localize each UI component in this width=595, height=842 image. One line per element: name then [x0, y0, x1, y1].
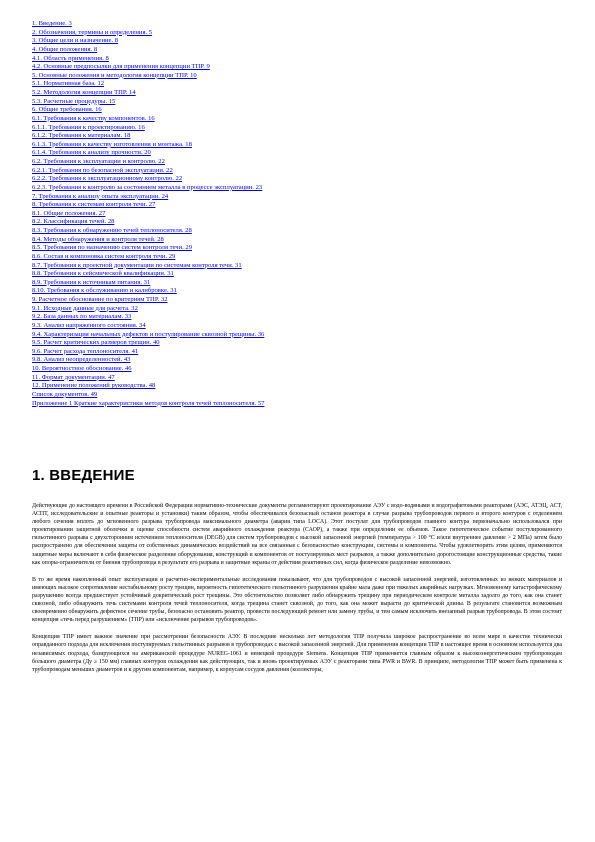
- toc-link[interactable]: 11. Формат документации. 47: [32, 373, 115, 381]
- toc-link[interactable]: 8.2. Классификация течей. 28: [32, 218, 115, 226]
- toc-link[interactable]: 5. Основные положения и методология концепции ТПР. 10: [32, 71, 197, 79]
- toc-link[interactable]: 9.1. Исходные данные для расчета. 32: [32, 304, 138, 312]
- toc-link[interactable]: 9.6. Расчет расхода теплоносителя. 41: [32, 347, 139, 355]
- toc-link[interactable]: 4.2. Основные предпосылки для применения концепции ТПР. 9: [32, 63, 210, 71]
- toc-link[interactable]: 4.1. Область применения. 8: [32, 54, 109, 62]
- toc-link[interactable]: 6.2.2. Требования к эксплуатационному контролю. 22: [32, 175, 183, 183]
- toc-link[interactable]: Список документов. 49: [32, 390, 98, 398]
- toc-link[interactable]: 8.6. Состав и компоновка систем контроля течи. 29: [32, 252, 176, 260]
- toc-link[interactable]: 2. Обозначения, термины и определения. 5: [32, 28, 153, 36]
- toc-link[interactable]: 10. Вероятностное обоснование. 46: [32, 365, 132, 372]
- toc-link[interactable]: 8.10. Требования к обслуживанию и калибровке. 31: [32, 287, 177, 295]
- toc-link[interactable]: 4. Общие положения. 8: [32, 45, 98, 53]
- toc-link[interactable]: 5.3. Расчетные процедуры. 15: [32, 97, 116, 105]
- toc-link[interactable]: 6.2.1. Требования по безопасной эксплуатации. 22: [32, 166, 173, 174]
- toc-link[interactable]: 6. Общие требования. 16: [32, 106, 102, 114]
- toc-link[interactable]: 5.2. Методология концепции ТПР. 14: [32, 89, 136, 96]
- toc-link[interactable]: 6.2. Требования к эксплуатации и контролю. 22: [32, 158, 165, 165]
- toc-link[interactable]: 9.2. База данных по материалам. 33: [32, 313, 132, 321]
- toc-link[interactable]: Приложение 1 Краткие характеристики методов контроля течей теплоносителя. 57: [32, 399, 265, 407]
- table-of-contents: [32, 20, 572, 408]
- toc-link[interactable]: 8.8. Требования к сейсмической квалификации. 31: [32, 270, 174, 278]
- toc-link[interactable]: 8.4. Методы обнаружения и контроля течей. 28: [32, 235, 164, 243]
- toc-link[interactable]: 6.1.1. Требования к проектированию. 16: [32, 123, 145, 131]
- toc-link[interactable]: 9.4. Характеризация начальных дефектов и постулирование сквозной трещины. 36: [32, 330, 265, 338]
- paragraph: Действующие до настоящего времени в Российской Федерации нормативно-технические документы регламентируют проектирование АЭУ с водо-водяными и водографитовыми реакторами (АЭС, АТЭЦ, АСТ, АСПТ, исследовательские и опытные реакторы и установки) таким образом, чтобы обеспечивался безопасный останов реактора в случае разрыва трубопроводов первого и второго контуров с отделением любого сечения вплоть до мгновенного разрыва трубопровода максимального диаметра (авария типа LOCA). Этот постулат для трубопроводов главного контура первоначально использовался при проектировании защитной оболочки и оценке способности систем аварийного охлаждения реактора (САОР), а также при определении ее объемов. Такое гипотетическое событие постулированного гильотинного разрыва с двухсторонним истечением теплоносителя (DEGB) для систем трубопроводов с высокой запасенной энергией (температура > 100 °С и/или внутреннее давление > 2 МПа) затем было распространено для обеспечения защиты от собственных динамических воздействий на все связанные с безопасностью конструкции, системы и компоненты. Чтобы удовлетворить этим целям, применяются защитные меры включают в себя физическое разделение оборудования, конструкций и компонентов от постулируемых мест разрывов, а также дополнительно дорогостоящие конструкционные средства, такие как опоры-ограничители от биения трубопровода в результате его разрыва и защитные экраны от действия реактивных сил, когда физическое разделение невозможно.: [32, 503, 562, 566]
- toc-link[interactable]: 8.7. Требования к проектной документации по системам контроля течи. 31: [32, 261, 242, 269]
- toc-link[interactable]: 6.2.3. Требования к контролю за состоянием металла в процессе эксплуатации. 23: [32, 183, 263, 191]
- toc-link[interactable]: 9.3. Анализ напряженного состояния. 34: [32, 321, 146, 329]
- toc-link[interactable]: 8. Требования к системам контроля течи. 27: [32, 201, 156, 209]
- toc-link[interactable]: 5.1. Нормативная база. 12: [32, 80, 105, 88]
- toc-link[interactable]: 8.3. Требования к обнаружению течей теплоносителя. 28: [32, 227, 192, 234]
- toc-link[interactable]: 1. Введение. 3: [32, 20, 72, 27]
- toc-link[interactable]: 8.1. Общие положения. 27: [32, 209, 106, 217]
- toc-link[interactable]: 3. Общие цели и назначение. 8: [32, 37, 119, 45]
- toc-link[interactable]: 7. Требования к анализу опыта эксплуатации. 24: [32, 192, 169, 200]
- introduction-body: [32, 502, 562, 683]
- toc-link[interactable]: 12. Применение положений руководства. 48: [32, 382, 156, 390]
- toc-link[interactable]: 9.5. Расчет критических размеров трещин. 40: [32, 339, 160, 347]
- toc-link[interactable]: 6.1. Требования к качеству компонентов. 16: [32, 114, 155, 122]
- toc-link[interactable]: 6.1.2. Требования к материалам. 18: [32, 132, 131, 140]
- toc-link[interactable]: 6.1.4. Требования к анализу прочности. 20: [32, 149, 151, 157]
- paragraph: В то же время накопленный опыт эксплуатации и расчетно-экспериментальные исследования показывают, что для трубопроводов с высокой запасенной энергией, изготовленных из вязких материалов и имеющих высокое сопротивление нестабильному росту трещин, вероятность гипотетического гильотинного разрушения крайне мала даже при тяжелых аварийных нагрузках. Мгновенному катастрофическому разрушению всегда предшествует устойчивый докритический рост трещины. Это обстоятельство позволяет либо обнаружить трещину при периодическом контроле металла задолго до того, как она станет сквозной, либо обнаружить течь системами контроля течей теплоносителя, когда трещина станет сквозной, до того, как она может вырасти до критической длины. В результате становится возможным своевременно обнаружить дефектное сечение трубы, безопасно остановить реактор, провести последующий ремонт или замену трубы, и тем самым исключить внезапный разрыв трубопровода. В этом состоит концепция «течь перед разрушением» (ТПР) или «исключение разрывов трубопроводов».: [32, 576, 562, 624]
- toc-link[interactable]: 9. Расчетное обоснование по критериям ТПР. 32: [32, 296, 168, 303]
- toc-link[interactable]: 8.5. Требования по назначению систем контроля течи. 29: [32, 244, 193, 252]
- toc-link[interactable]: 6.1.3. Требования к качеству изготовления и монтажа. 18: [32, 140, 192, 148]
- section-heading: 1. ВВЕДЕНИЕ: [32, 467, 135, 484]
- toc-link[interactable]: 8.9. Требования к источникам питания. 31: [32, 278, 151, 286]
- toc-link[interactable]: 9.8. Анализ неопределенностей. 43: [32, 356, 131, 364]
- paragraph: Концепция ТПР имеет важное значение при рассмотрении безопасности АЭУ. В последние несколько лет методология ТПР получила широкое распространение во всем мире в качестве технически оправданного подхода для исключения постулируемых гильотинных разрывов в трубопроводах с высокой запасенной энергией. Для применения концепции ТПР в настоящее время в основном используется два независимых подхода, базирующихся на американской процедуре NUREG-1061 и немецкой процедуре Siemens. Концепция ТПР применяется главным образом к высокоэнергетическим трубопроводам большого диаметра (Ду ≥ 150 мм) главных контуров охлаждения как действующих, так и вновь проектируемых АЭУ с реакторами типа PWR и BWR. В принципе, методология ТПР может быть применена к трубопроводам меньших диаметров и к другим компонентам, например, к корпусам сосудов давления (коллекторы,: [32, 634, 562, 673]
